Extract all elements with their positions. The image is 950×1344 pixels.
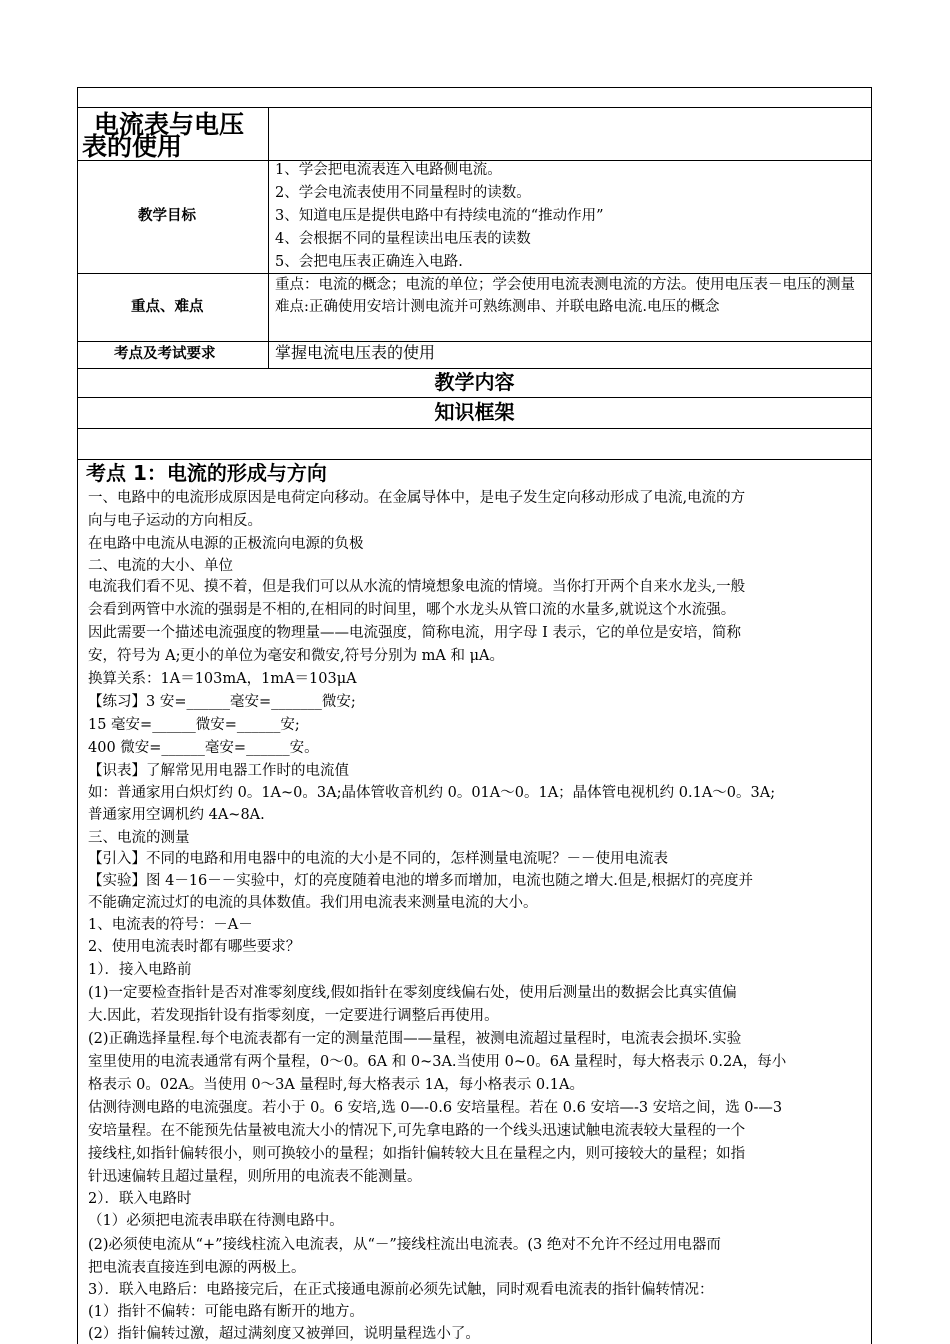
exam-label: 考点及考试要求 (114, 346, 216, 362)
body-line: (1)一定要检查指针是否对准零刻度线,假如指针在零刻度线偏右处，使用后测量出的数据会比真实值偏 (88, 985, 737, 1001)
page-title-line2: 表的使用 (82, 132, 183, 161)
body-line: 【识表】了解常见用电器工作时的电流值 (88, 763, 349, 779)
table-rule (77, 397, 872, 398)
body-line: 三、电流的测量 (88, 830, 190, 846)
table-rule (77, 273, 872, 274)
body-line: 大.因此，若发现指针设有指零刻度，一定要进行调整后再使用。 (88, 1008, 499, 1024)
body-line: 普通家用空调机约 4A~8A. (88, 807, 265, 823)
table-border-left (77, 87, 78, 1344)
table-rule (77, 459, 872, 460)
key-point-line: 重点：电流的概念；电流的单位；学会使用电流表测电流的方法。使用电压表－电压的测量 (275, 277, 855, 293)
body-line: 2、使用电流表时都有哪些要求？ (88, 939, 301, 955)
body-line: 1、电流表的符号：－A－ (88, 917, 253, 933)
body-line: (2）指针偏转过激，超过满刻度又被弹回，说明量程选小了。 (88, 1326, 480, 1342)
table-rule (77, 368, 872, 369)
body-line: (2)必须使电流从“+”接线柱流入电流表，从“－”接线柱流出电流表。(3 绝对不允许不经过用电器而 (88, 1237, 721, 1253)
body-line: 2）．联入电路时 (88, 1191, 192, 1207)
body-line: 室里使用的电流表通常有两个量程，0～0。6A 和 0~3A.当使用 0~0。6A 量程时，每大格表示 0.2A，每小 (88, 1054, 787, 1070)
body-line: 15 毫安=______微安=______安; (88, 717, 300, 733)
body-line: 电流我们看不见、摸不着，但是我们可以从水流的情境想象电流的情境。当你打开两个自来水龙头,一般 (88, 579, 746, 595)
teaching-content-heading: 教学内容 (434, 370, 515, 394)
body-line: 安培量程。在不能预先估量被电流大小的情况下,可先拿电路的一个线头迅速试触电流表较大量程的一个 (88, 1123, 746, 1139)
body-line: （1）必须把电流表串联在待测电路中。 (88, 1213, 344, 1229)
objective-item: 4、会根据不同的量程读出电压表的读数 (275, 231, 531, 247)
table-rule (77, 341, 872, 342)
body-line: 如：普通家用白炽灯约 0。1A~0。3A;晶体管收音机约 0。01A～0。1A；晶体管电视机约 0.1A～0。3A; (88, 785, 776, 801)
body-line: 一、电路中的电流形成原因是电荷定向移动。在金属导体中，是电子发生定向移动形成了电流,电流的方 (88, 490, 746, 506)
body-line: 400 微安=______毫安=______安。 (88, 740, 319, 756)
body-line: 针迅速偏转且超过量程，则所用的电流表不能测量。 (88, 1169, 422, 1185)
table-rule (77, 428, 872, 429)
body-line: 向与电子运动的方向相反。 (88, 513, 262, 529)
body-line: 格表示 0。02A。当使用 0～3A 量程时,每大格表示 1A，每小格表示 0.1A。 (88, 1077, 584, 1093)
objectives-label: 教学目标 (138, 208, 196, 224)
objective-item: 5、会把电压表正确连入电路. (275, 254, 463, 270)
body-line: 1）．接入电路前 (88, 962, 192, 978)
body-line: 【引入】不同的电路和用电器中的电流的大小是不同的，怎样测量电流呢？－－使用电流表 (88, 851, 668, 867)
table-rule (77, 160, 872, 161)
body-line: 在电路中电流从电源的正极流向电源的负极 (88, 536, 364, 552)
objective-item: 1、学会把电流表连入电路侧电流。 (275, 162, 502, 178)
body-line: 会看到两管中水流的强弱是不相的,在相同的时间里，哪个水龙头从管口流的水量多,就说这个水流强。 (88, 602, 736, 618)
knowledge-frame-heading: 知识框架 (434, 400, 515, 424)
objective-item: 2、学会电流表使用不同量程时的读数。 (275, 185, 531, 201)
objective-item: 3、知道电压是提供电路中有持续电流的“推动作用” (275, 208, 604, 224)
difficulty-line: 难点:正确使用安培计测电流并可熟练测串、并联电路电流.电压的概念 (275, 299, 720, 315)
body-line: 【练习】3 安=______毫安=_______微安; (88, 694, 356, 710)
page-title: 电流表与电压 (94, 110, 245, 139)
key-points-label: 重点、难点 (131, 299, 204, 315)
table-column-divider (268, 107, 269, 368)
exam-value: 掌握电流电压表的使用 (275, 343, 436, 362)
body-line: 不能确定流过灯的电流的具体数值。我们用电流表来测量电流的大小。 (88, 895, 538, 911)
body-line: 3）．联入电路后：电路接完后，在正式接通电源前必须先试触，同时观看电流表的指针偏转情况： (88, 1282, 714, 1298)
section-heading: 考点 1：电流的形成与方向 (86, 461, 327, 485)
body-line: 安，符号为 A;更小的单位为毫安和微安,符号分别为 mA 和 μA。 (88, 648, 505, 664)
body-line: 接线柱,如指针偏转很小，则可换较小的量程；如指针偏转较大且在量程之内，则可接较大的量程；如指 (88, 1146, 746, 1162)
body-line: (1）指针不偏转：可能电路有断开的地方。 (88, 1304, 364, 1320)
body-line: 把电流表直接连到电源的两极上。 (88, 1260, 306, 1276)
table-rule (77, 107, 872, 108)
body-line: 估测待测电路的电流强度。若小于 0。6 安培,选 0—-0.6 安培量程。若在 0.6 安培—-3 安培之间，选 0-—3 (88, 1100, 783, 1116)
table-border-right (871, 87, 872, 1344)
table-border-top (77, 87, 872, 88)
body-line: (2)正确选择量程.每个电流表都有一定的测量范围——量程，被测电流超过量程时，电流表会损坏.实验 (88, 1031, 742, 1047)
body-line: 换算关系：1A＝103mA，1mA＝103μA (88, 671, 357, 687)
body-line: 二、电流的大小、单位 (88, 558, 233, 574)
body-line: 【实验】图 4－16－－实验中，灯的亮度随着电池的增多而增加，电流也随之增大.但是,根据灯的亮度并 (88, 873, 753, 889)
body-line: 因此需要一个描述电流强度的物理量——电流强度，简称电流，用字母 I 表示，它的单位是安培，简称 (88, 625, 741, 641)
